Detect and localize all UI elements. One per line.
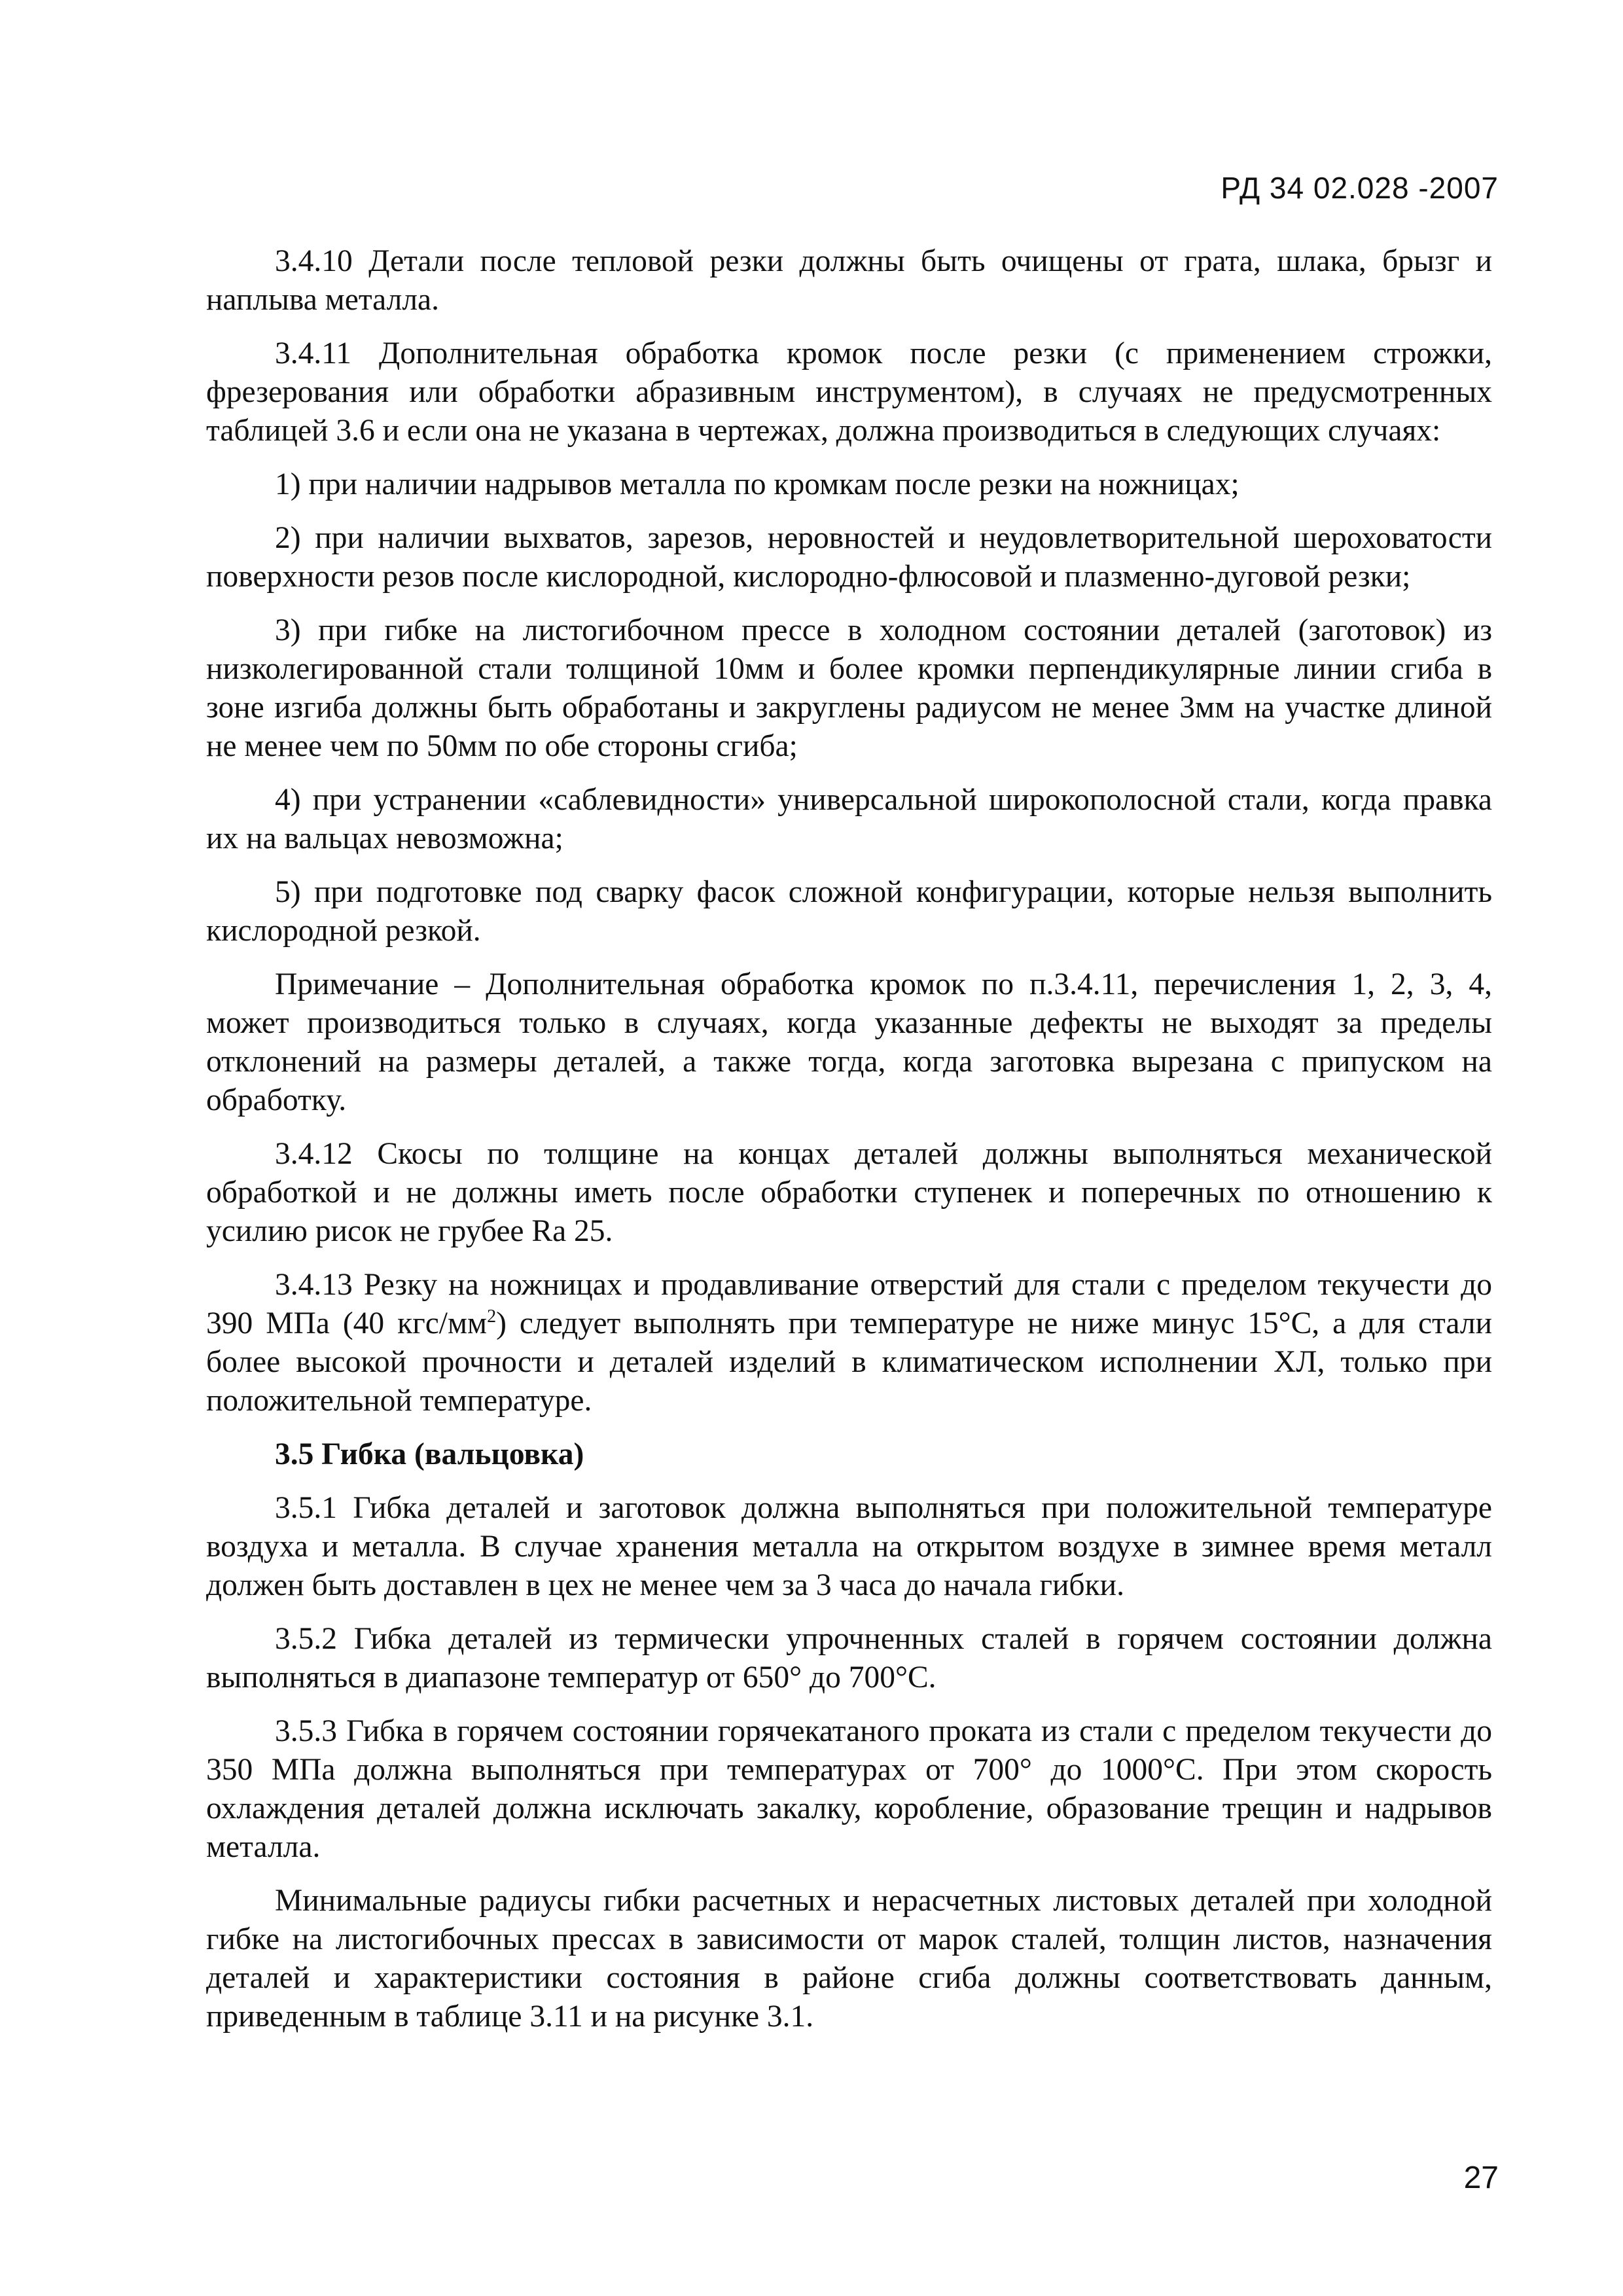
paragraph-3-4-10: 3.4.10 Детали после тепловой резки должны быть очищены от грата, шлака, брызг и наплыва металла. xyxy=(206,244,1492,317)
section-title-3-5: 3.5 Гибка (вальцовка) xyxy=(275,1437,584,1471)
paragraph-min-radius: Минимальные радиусы гибки расчетных и нерасчетных листовых деталей при холодной гибке на листогибочных прессах в зависимости от марок сталей, толщин листов, назначения деталей и характеристики состояния в районе сгиба должны соответствовать данным, приведенным в таблице 3.11 и на рисунке 3.1. xyxy=(206,1884,1492,2034)
document-code: РД 34 02.028 -2007 xyxy=(1221,171,1499,205)
paragraph-3-5-2: 3.5.2 Гибка деталей из термически упрочненных сталей в горячем состоянии должна выполняться в диапазоне температур от 650° до 700°С. xyxy=(206,1622,1492,1695)
list-item-2: 2) при наличии выхватов, зарезов, неровностей и неудовлетворительной шероховатости поверхности резов после кислородной, кислородно-флюсовой и плазменно-дуговой резки; xyxy=(206,521,1492,594)
paragraph-3-4-12: 3.4.12 Скосы по толщине на концах деталей должны выполняться механической обработкой и не должны иметь после обработки ступенек и поперечных по отношению к усилию рисок не грубее Ra 25. xyxy=(206,1137,1492,1248)
note-paragraph: Примечание – Дополнительная обработка кромок по п.3.4.11, перечисления 1, 2, 3, 4, может производиться только в случаях, когда указанные дефекты не выходят за пределы отклонений на размеры деталей, а также тогда, когда заготовка вырезана с припуском на обработку. xyxy=(206,967,1492,1117)
paragraph-3-4-13-part-b: ) следует выполнять при температуре не ниже минус 15°С, а для стали более высокой прочности и деталей изделий в климатическом исполнении ХЛ, только при положительной температуре. xyxy=(206,1306,1492,1418)
list-item-5: 5) при подготовке под сварку фасок сложной конфигурации, которые нельзя выполнить кислородной резкой. xyxy=(206,875,1492,948)
superscript-2: 2 xyxy=(487,1306,497,1327)
document-body xyxy=(206,242,1492,2051)
page-number: 27 xyxy=(1463,2161,1499,2195)
paragraph-3-5-3: 3.5.3 Гибка в горячем состоянии горячекатаного проката из стали с пределом текучести до 350 МПа должна выполняться при температурах от 700° до 1000°С. При этом скорость охлаждения деталей должна исключать закалку, коробление, образование трещин и надрывов металла. xyxy=(206,1714,1492,1864)
list-item-4: 4) при устранении «саблевидности» универсальной широкополосной стали, когда правка их на вальцах невозможна; xyxy=(206,783,1492,855)
paragraph-3-4-11: 3.4.11 Дополнительная обработка кромок после резки (с применением строжки, фрезерования или обработки абразивным инструментом), в случаях не предусмотренных таблицей 3.6 и если она не указана в чертежах, должна производиться в следующих случаях: xyxy=(206,336,1492,448)
paragraph-3-4-13-part-a: 3.4.13 Резку на ножницах и продавливание отверстий для стали с пределом текучести до 390 МПа (40 кгс/мм xyxy=(206,1268,1492,1340)
paragraph-3-5-1: 3.5.1 Гибка деталей и заготовок должна выполняться при положительной температуре воздуха и металла. В случае хранения металла на открытом воздухе в зимнее время металл должен быть доставлен в цех не менее чем за 3 часа до начала гибки. xyxy=(206,1491,1492,1602)
list-item-3: 3) при гибке на листогибочном прессе в холодном состоянии деталей (заготовок) из низколегированной стали толщиной 10мм и более кромки перпендикулярные линии сгиба в зоне изгиба должны быть обработаны и закруглены радиусом не менее 3мм на участке длиной не менее чем по 50мм по обе стороны сгиба; xyxy=(206,613,1492,763)
list-item-1: 1) при наличии надрывов металла по кромкам после резки на ножницах; xyxy=(275,467,1240,501)
paragraph-3-4-13 xyxy=(206,1266,1492,1420)
